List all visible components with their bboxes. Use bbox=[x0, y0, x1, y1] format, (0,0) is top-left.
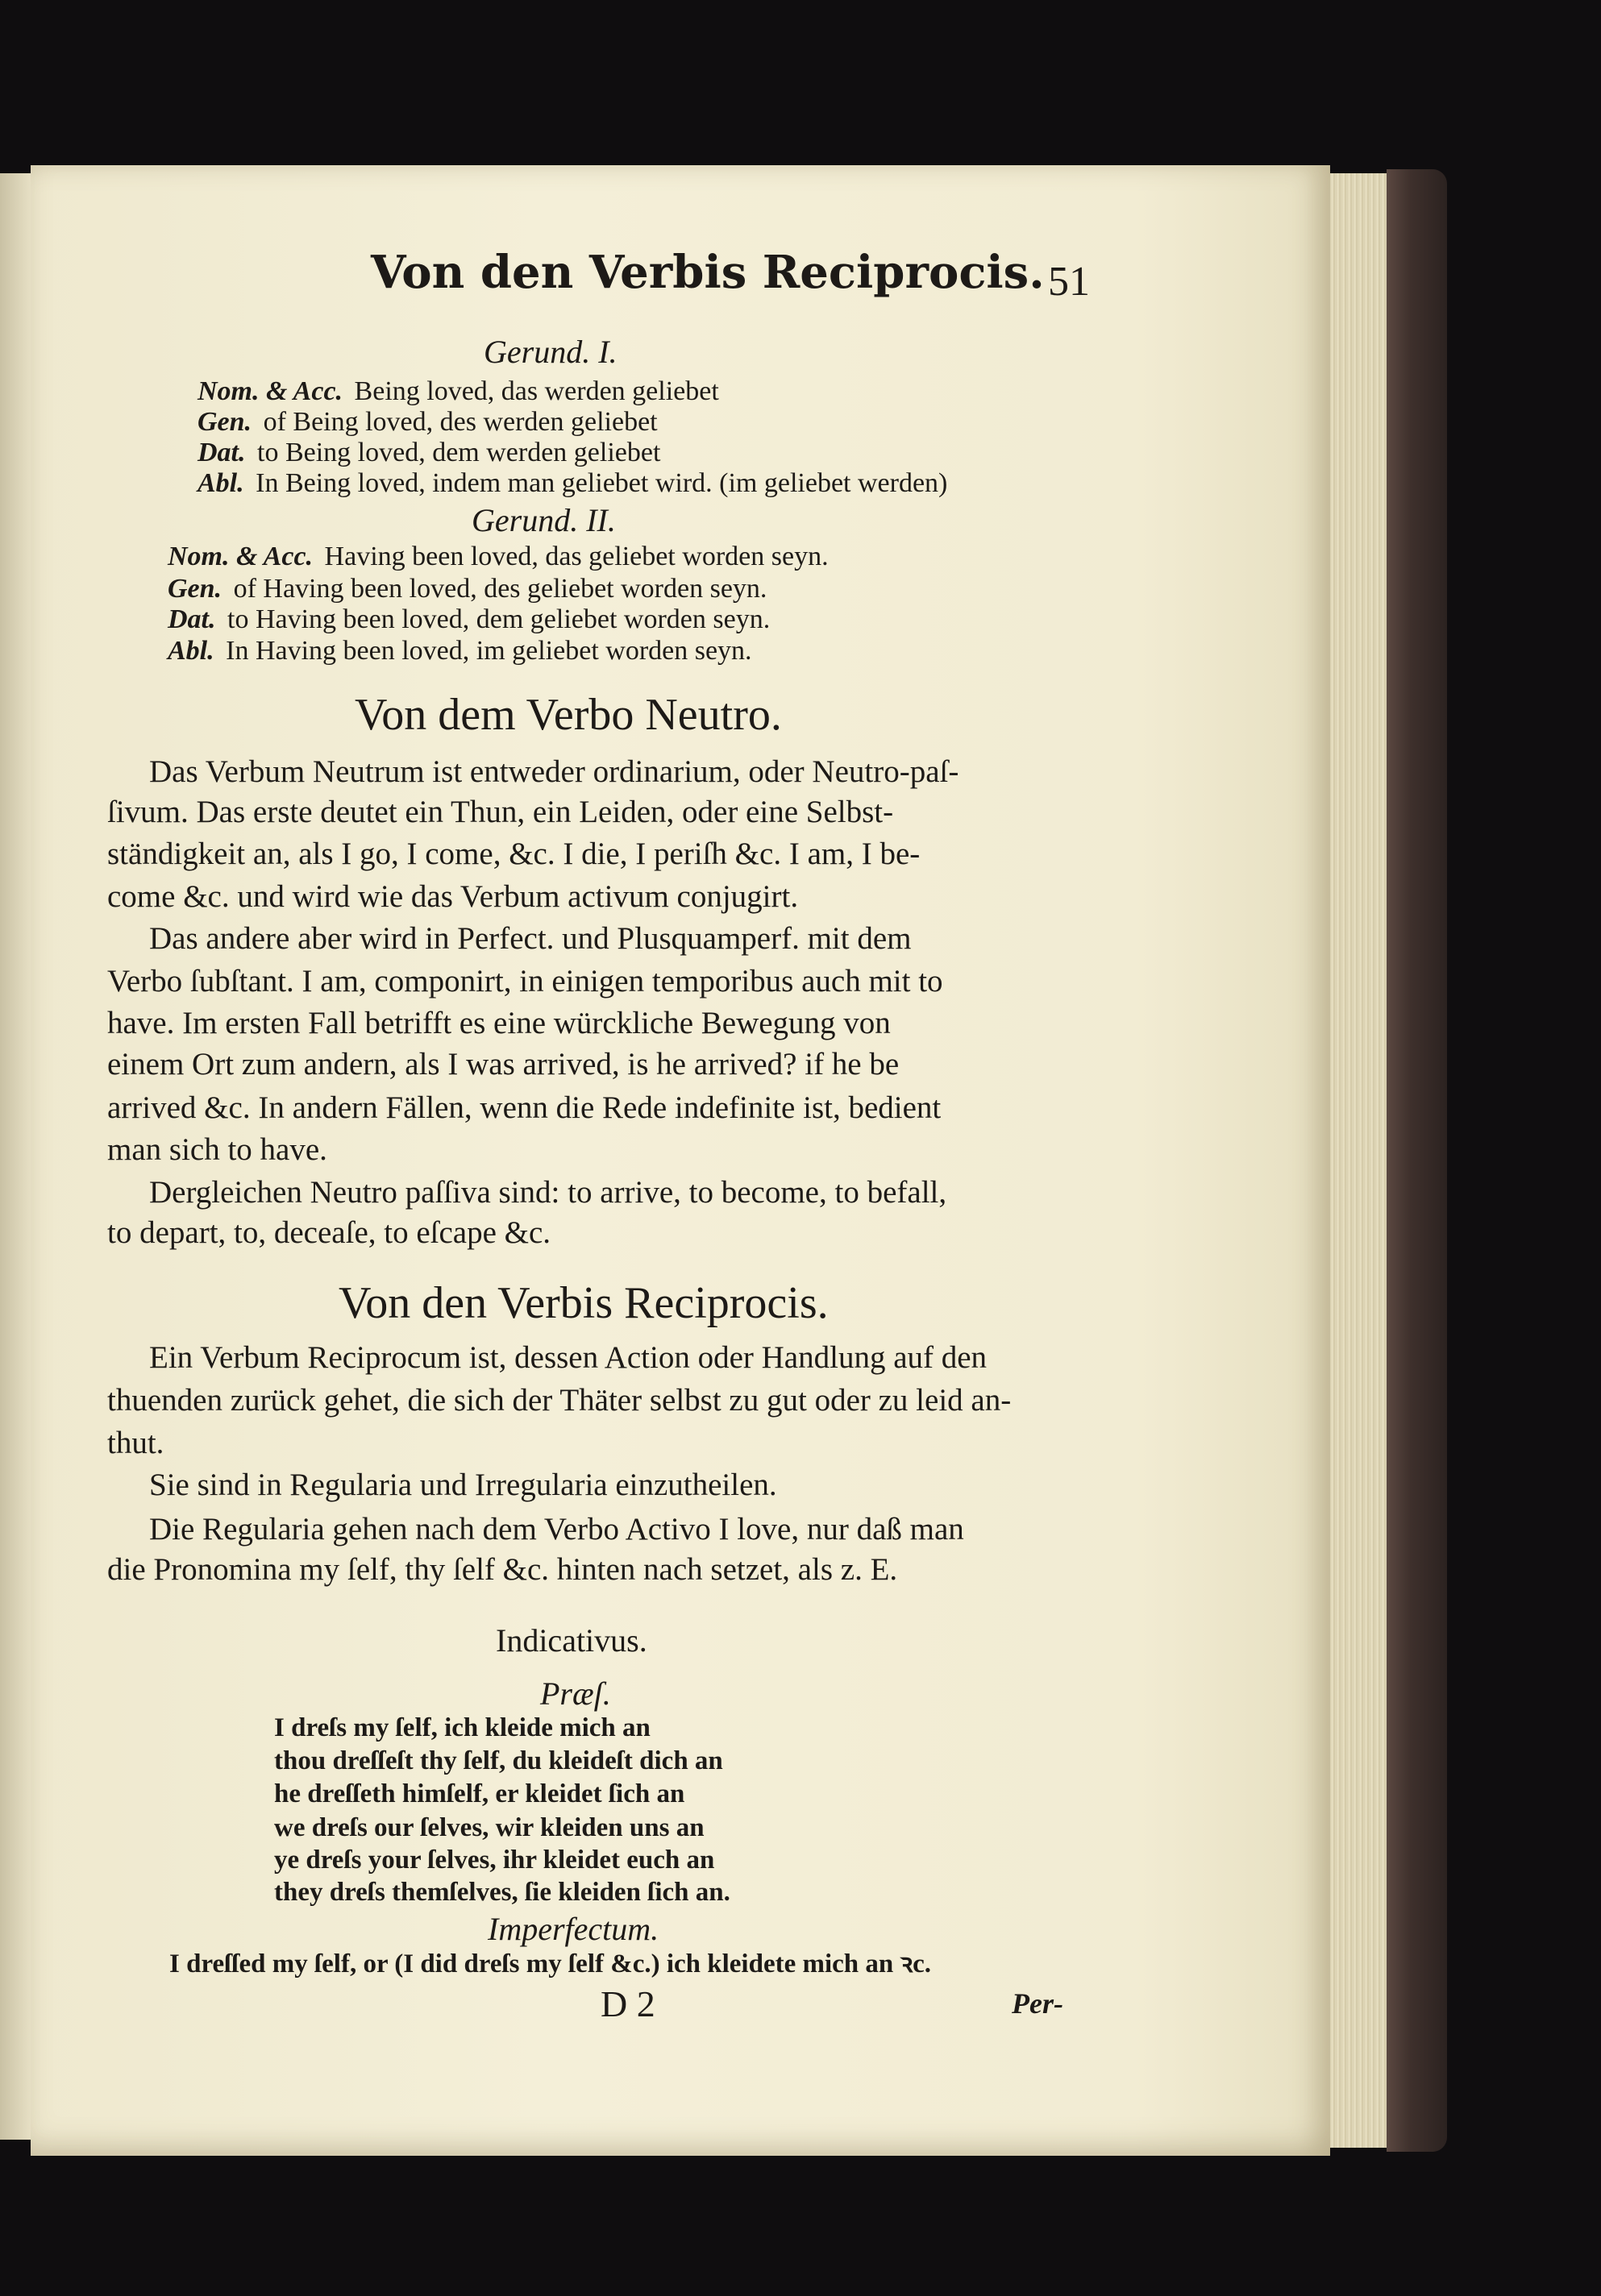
case-label: Gen. bbox=[168, 574, 222, 604]
paragraph-line: come &c. und wird wie das Verbum activum conjugirt. bbox=[107, 879, 799, 914]
section-title-neutro: Von dem Verbo Neutro. bbox=[355, 690, 782, 740]
catchword: Per- bbox=[1012, 1987, 1063, 2020]
conjugation-line: thou dreſſeſt thy ſelf, du kleideſt dich an bbox=[274, 1746, 723, 1775]
case-label: Abl. bbox=[168, 636, 214, 666]
conjugation-line: we dreſs our ſelves, wir kleiden uns an bbox=[274, 1813, 705, 1842]
case-label: Nom. & Acc. bbox=[168, 542, 314, 571]
gerund-1-heading: Gerund. I. bbox=[484, 334, 618, 370]
paragraph-line: ſivum. Das erste deutet ein Thun, ein Leiden, oder eine Selbst- bbox=[107, 795, 894, 829]
paragraph-line: Die Regularia gehen nach dem Verbo Activo I love, nur daß man bbox=[149, 1512, 964, 1547]
conjugation-line: I dreſs my ſelf, ich kleide mich an bbox=[274, 1713, 651, 1742]
paragraph-line: Dergleichen Neutro paſſiva sind: to arrive, to become, to befall, bbox=[149, 1175, 947, 1210]
running-header: Von den Verbis Reciprocis. bbox=[371, 246, 1045, 299]
gerund-2-heading: Gerund. II. bbox=[472, 502, 616, 538]
gerund-1-row bbox=[198, 438, 660, 468]
gerund-text: Being loved, das werden geliebet bbox=[354, 376, 719, 406]
gerund-text: In Being loved, indem man geliebet wird. (im geliebet werden) bbox=[256, 468, 948, 498]
paragraph-line: Ein Verbum Reciprocum ist, dessen Action oder Handlung auf den bbox=[149, 1340, 988, 1375]
case-label: Gen. bbox=[198, 407, 252, 437]
paragraph-line: Verbo ſubſtant. I am, componirt, in einigen temporibus auch mit to bbox=[107, 964, 943, 999]
paragraph-line: Sie sind in Regularia und Irregularia einzutheilen. bbox=[149, 1468, 777, 1502]
gerund-text: In Having been loved, im geliebet worden seyn. bbox=[226, 636, 752, 666]
gerund-2-row bbox=[168, 636, 752, 666]
gerund-1-row bbox=[198, 376, 719, 407]
paragraph-line: thuenden zurück gehet, die sich der Thäter selbst zu gut oder zu leid an- bbox=[107, 1383, 1012, 1418]
page-number: 51 bbox=[1048, 259, 1090, 305]
gerund-2-row bbox=[168, 542, 829, 572]
paragraph-line: arrived &c. In andern Fällen, wenn die Rede indefinite ist, bedient bbox=[107, 1090, 942, 1125]
gerund-1-row bbox=[198, 468, 947, 499]
case-label: Nom. & Acc. bbox=[198, 376, 343, 406]
gerund-text: Having been loved, das geliebet worden seyn. bbox=[324, 542, 829, 571]
paragraph-line: thut. bbox=[107, 1426, 164, 1460]
gerund-1-row bbox=[198, 407, 658, 438]
paragraph-line: have. Im ersten Fall betrifft es eine würckliche Bewegung von bbox=[107, 1006, 891, 1040]
conjugation-line: I dreſſed my ſelf, or (I did dreſs my ſelf &c.) ich kleidete mich an ꝛc. bbox=[169, 1949, 932, 1978]
case-label: Dat. bbox=[168, 604, 216, 634]
page-stack-edge bbox=[1330, 173, 1387, 2148]
gerund-text: of Having been loved, des geliebet worden seyn. bbox=[233, 574, 767, 604]
indicativus-heading: Indicativus. bbox=[496, 1622, 647, 1659]
praesens-label: Præſ. bbox=[540, 1675, 611, 1712]
conjugation-line: they dreſs themſelves, ſie kleiden ſich an. bbox=[274, 1878, 730, 1907]
paragraph-line: Das Verbum Neutrum ist entweder ordinarium, oder Neutro-paſ- bbox=[149, 754, 959, 789]
case-label: Abl. bbox=[198, 468, 244, 498]
paragraph-line: man sich to have. bbox=[107, 1132, 327, 1167]
book-cover bbox=[1387, 169, 1447, 2152]
conjugation-line: he dreſſeth himſelf, er kleidet ſich an bbox=[274, 1779, 685, 1808]
paragraph-line: einem Ort zum andern, als I was arrived, is he arrived? if he be bbox=[107, 1047, 900, 1082]
paragraph-line: Das andere aber wird in Perfect. und Plusquamperf. mit dem bbox=[149, 921, 912, 956]
paragraph-line: ständigkeit an, als I go, I come, &c. I die, I periſh &c. I am, I be- bbox=[107, 837, 921, 871]
gerund-text: of Being loved, des werden geliebet bbox=[263, 407, 658, 437]
paragraph-line: to depart, to, deceaſe, to eſcape &c. bbox=[107, 1215, 551, 1250]
conjugation-line: ye dreſs your ſelves, ihr kleidet euch an bbox=[274, 1846, 715, 1875]
signature-mark: D 2 bbox=[601, 1983, 655, 2024]
gerund-text: to Having been loved, dem geliebet worden seyn. bbox=[227, 604, 771, 634]
section-title-reciprocis: Von den Verbis Reciprocis. bbox=[339, 1278, 829, 1328]
paragraph-line: die Pronomina my ſelf, thy ſelf &c. hinten nach setzet, als z. E. bbox=[107, 1552, 898, 1587]
imperfectum-label: Imperfectum. bbox=[488, 1911, 659, 1947]
gerund-2-row bbox=[168, 604, 770, 635]
case-label: Dat. bbox=[198, 438, 246, 467]
gerund-text: to Being loved, dem werden geliebet bbox=[257, 438, 661, 467]
gerund-2-row bbox=[168, 574, 767, 604]
left-page-edge bbox=[0, 173, 32, 2140]
